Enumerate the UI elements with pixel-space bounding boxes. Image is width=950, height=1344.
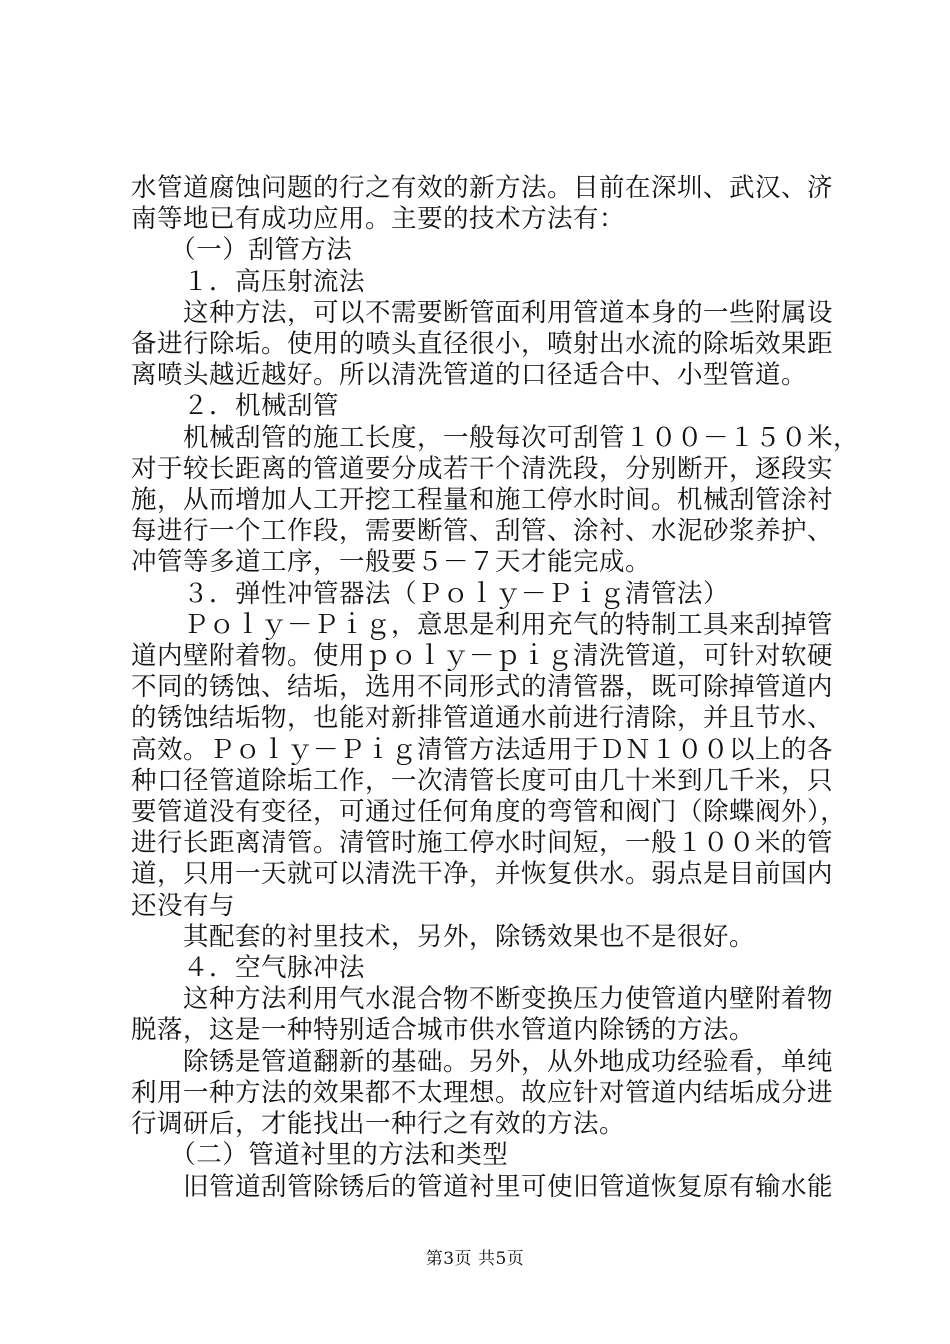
text-line: 道，只用一天就可以清洗干净，并恢复供水。弱点是目前国内 (131, 859, 834, 890)
text-line: 的锈蚀结垢物，也能对新排管道通水前进行清除，并且节水、 (131, 703, 834, 734)
text-line: 行调研后，才能找出一种行之有效的方法。 (131, 1109, 626, 1140)
text-line: 南等地已有成功应用。主要的技术方法有： (131, 204, 626, 235)
text-line: 其配套的衬里技术，另外，除锈效果也不是很好。 (131, 921, 756, 952)
text-line: Ｐｏｌｙ－Ｐｉｇ，意思是利用充气的特制工具来刮掉管 (131, 609, 834, 640)
text-line: 高效。Ｐｏｌｙ－Ｐｉｇ清管方法适用于ＤＮ１００以上的各 (131, 734, 834, 765)
text-line: 水管道腐蚀问题的行之有效的新方法。目前在深圳、武汉、济 (131, 173, 834, 203)
text-line: １．高压射流法 (131, 266, 366, 297)
text-line: 施，从而增加人工开挖工程量和施工停水时间。机械刮管涂衬 (131, 485, 834, 516)
text-line: 对于较长距离的管道要分成若干个清洗段，分别断开，逐段实 (131, 453, 834, 484)
page-footer: 第3页 共5页 (425, 1249, 525, 1269)
text-line: 进行长距离清管。清管时施工停水时间短，一般１００米的管 (131, 828, 834, 859)
text-line: （二）管道衬里的方法和类型 (131, 1140, 509, 1171)
text-line: ２．机械刮管 (131, 391, 340, 422)
text-line: ４．空气脉冲法 (131, 953, 366, 984)
text-line: 利用一种方法的效果都不太理想。故应针对管道内结垢成分进 (131, 1077, 834, 1108)
text-line: 机械刮管的施工长度，一般每次可刮管１００－１５０米， (131, 422, 860, 453)
text-line: 这种方法，可以不需要断管面利用管道本身的一些附属设 (131, 297, 834, 328)
text-line: 这种方法利用气水混合物不断变换压力使管道内壁附着物 (131, 984, 834, 1015)
text-line: 还没有与 (131, 890, 236, 921)
text-line: 旧管道刮管除锈后的管道衬里可使旧管道恢复原有输水能 (131, 1171, 834, 1202)
text-line: 道内壁附着物。使用ｐｏｌｙ－ｐｉｇ清洗管道，可针对软硬 (131, 641, 834, 672)
text-line: ３．弹性冲管器法（Ｐｏｌｙ－Ｐｉｇ清管法） (131, 578, 730, 609)
text-line: 备进行除垢。使用的喷头直径很小，喷射出水流的除垢效果距 (131, 329, 834, 360)
text-line: 脱落，这是一种特别适合城市供水管道内除锈的方法。 (131, 1015, 756, 1046)
text-line: 每进行一个工作段，需要断管、刮管、涂衬、水泥砂浆养护、 (131, 516, 834, 547)
text-line: 冲管等多道工序，一般要５－７天才能完成。 (131, 547, 652, 578)
text-line: 离喷头越近越好。所以清洗管道的口径适合中、小型管道。 (131, 360, 808, 391)
text-line: （一）刮管方法 (131, 235, 353, 266)
text-line: 不同的锈蚀、结垢，选用不同形式的清管器，既可除掉管道内 (131, 672, 834, 703)
text-line: 除锈是管道翻新的基础。另外，从外地成功经验看，单纯 (131, 1046, 834, 1077)
text-line: 种口径管道除垢工作，一次清管长度可由几十米到几千米，只 (131, 765, 834, 796)
body-text (131, 173, 860, 1203)
text-line: 要管道没有变径，可通过任何角度的弯管和阀门（除蝶阀外）， (131, 797, 847, 828)
